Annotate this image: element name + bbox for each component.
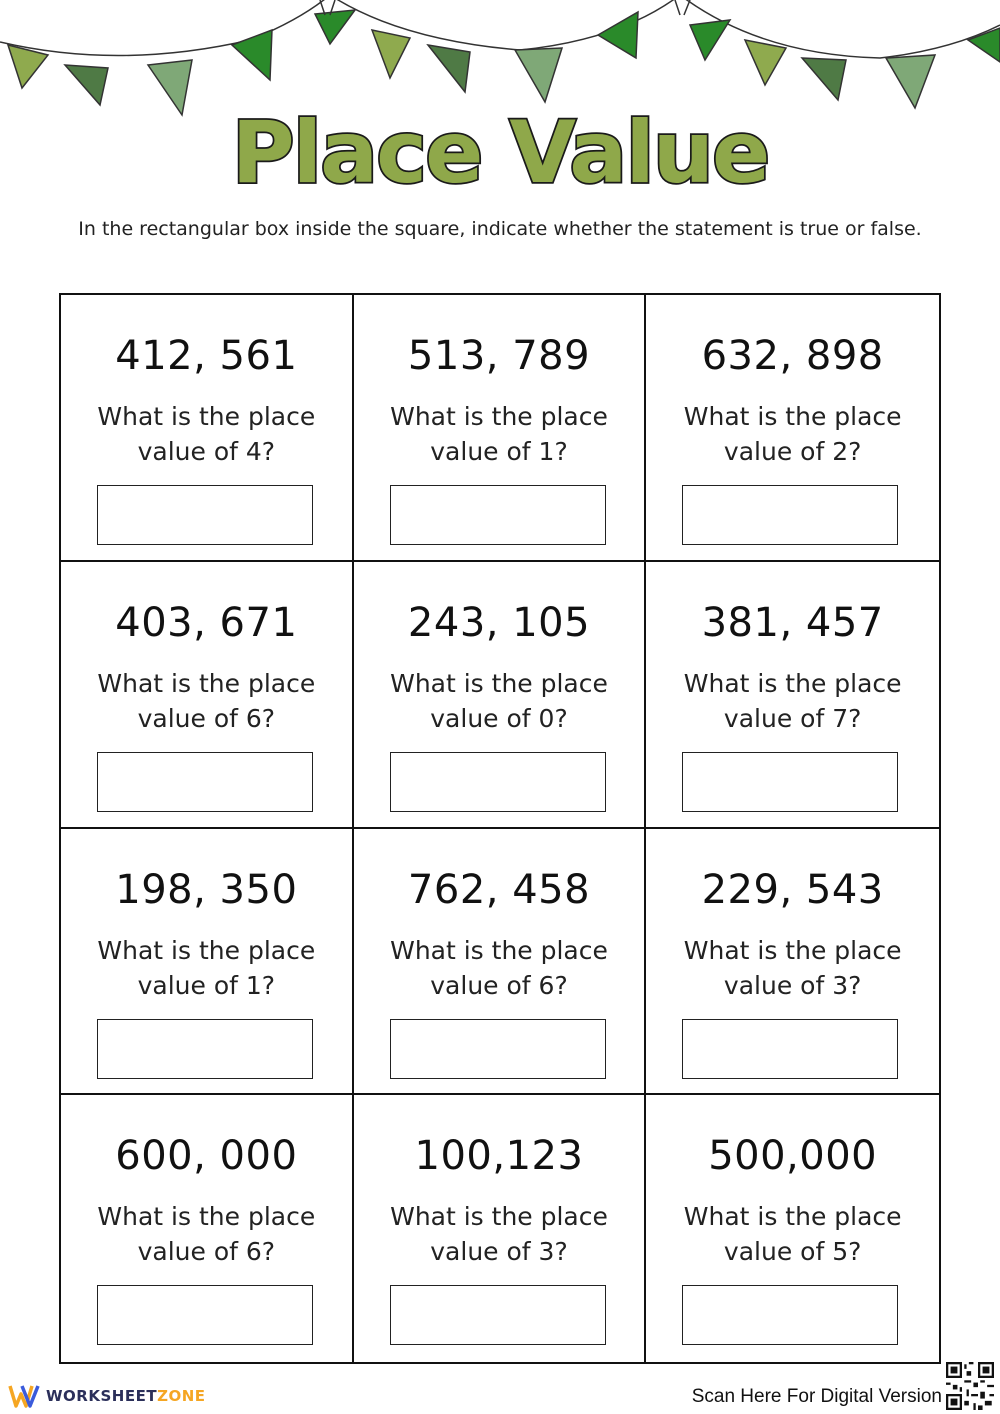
flag-6 [372, 30, 410, 78]
question-card [646, 295, 939, 562]
brand-name: WORKSHEETZONE [46, 1387, 206, 1405]
question-number: 600, 000 [115, 1133, 298, 1180]
question-line-1: What is the place [390, 935, 608, 965]
question-line-2: value of 0? [430, 703, 568, 733]
answer-box[interactable] [682, 1019, 898, 1079]
answer-box[interactable] [97, 1019, 313, 1079]
answer-box[interactable] [97, 1285, 313, 1345]
flag-9 [598, 12, 638, 58]
question-line-2: value of 7? [723, 703, 862, 733]
question-line-2: value of 1? [137, 970, 276, 1000]
question-number: 100,123 [414, 1133, 584, 1180]
question-line-1: What is the place [683, 402, 902, 431]
question-line-1: What is the place [683, 668, 902, 698]
brand-logo [8, 1384, 206, 1408]
question-card [61, 562, 354, 829]
question-line-1: What is the place [683, 1202, 902, 1232]
question-card [646, 1095, 939, 1362]
question-line-2: value of 6? [430, 970, 568, 1000]
question-text [81, 1199, 332, 1269]
flag-8 [515, 48, 562, 102]
question-text [666, 666, 919, 736]
qr-code-icon[interactable] [946, 1362, 994, 1410]
question-text [374, 666, 625, 736]
answer-box[interactable] [390, 1019, 606, 1079]
question-number: 381, 457 [701, 599, 884, 646]
question-line-1: What is the place [390, 402, 608, 431]
question-line-1: What is the place [97, 402, 316, 431]
question-number: 243, 105 [407, 599, 591, 646]
question-text [81, 399, 332, 469]
question-line-2: value of 3? [723, 970, 862, 1000]
flag-12 [802, 58, 846, 100]
question-text [374, 399, 625, 469]
answer-box[interactable] [682, 1285, 898, 1345]
page-title-container [0, 100, 1000, 200]
question-number: 198, 350 [115, 866, 298, 913]
question-line-2: value of 6? [137, 703, 276, 733]
question-number: 412, 561 [115, 333, 298, 379]
question-line-2: value of 6? [137, 1237, 276, 1267]
question-text [81, 666, 332, 736]
question-number: 229, 543 [701, 866, 884, 913]
question-card [354, 829, 647, 1096]
flag-4 [232, 30, 272, 80]
question-card [61, 295, 354, 562]
flag-1 [8, 45, 48, 88]
flag-11 [745, 40, 786, 85]
question-line-1: What is the place [390, 1202, 608, 1232]
answer-box[interactable] [682, 485, 898, 545]
question-card [646, 829, 939, 1096]
question-card [354, 562, 647, 829]
question-card [646, 562, 939, 829]
question-text [666, 933, 919, 1003]
answer-box[interactable] [390, 485, 606, 545]
page-title-art [190, 100, 810, 200]
question-card [61, 829, 354, 1096]
question-line-1: What is the place [97, 935, 316, 965]
question-text [374, 1199, 625, 1269]
answer-box[interactable] [97, 752, 313, 812]
question-line-2: value of 5? [723, 1237, 862, 1267]
question-grid [59, 293, 941, 1364]
flag-2 [65, 65, 108, 105]
question-line-2: value of 1? [430, 437, 568, 466]
answer-box[interactable] [682, 752, 898, 812]
question-line-1: What is the place [390, 668, 608, 698]
question-line-1: What is the place [97, 1202, 316, 1232]
flag-7 [428, 45, 470, 92]
question-number: 500,000 [708, 1133, 878, 1180]
scan-instruction: Scan Here For Digital Version [691, 1386, 942, 1407]
flag-5 [315, 10, 355, 44]
question-text [374, 933, 625, 1003]
question-number: 403, 671 [115, 599, 298, 646]
question-text [666, 1199, 919, 1269]
answer-box[interactable] [97, 485, 313, 545]
flag-10 [690, 20, 730, 60]
question-text [81, 933, 332, 1003]
question-line-1: What is the place [97, 668, 316, 698]
question-number: 513, 789 [407, 333, 591, 379]
question-number: 762, 458 [407, 866, 591, 913]
question-card [354, 295, 647, 562]
question-line-1: What is the place [683, 935, 902, 965]
question-line-2: value of 4? [137, 437, 276, 466]
question-line-2: value of 3? [430, 1237, 568, 1267]
question-line-2: value of 2? [723, 437, 862, 466]
answer-box[interactable] [390, 1285, 606, 1345]
worksheetzone-logo-icon [8, 1384, 40, 1408]
answer-box[interactable] [390, 752, 606, 812]
instructions-text: In the rectangular box inside the square, indicate whether the statement is true or false. [78, 218, 922, 240]
question-card [61, 1095, 354, 1362]
question-text [666, 399, 919, 469]
question-number: 632, 898 [701, 333, 884, 379]
question-card [354, 1095, 647, 1362]
page-title: Place Value [231, 103, 769, 200]
